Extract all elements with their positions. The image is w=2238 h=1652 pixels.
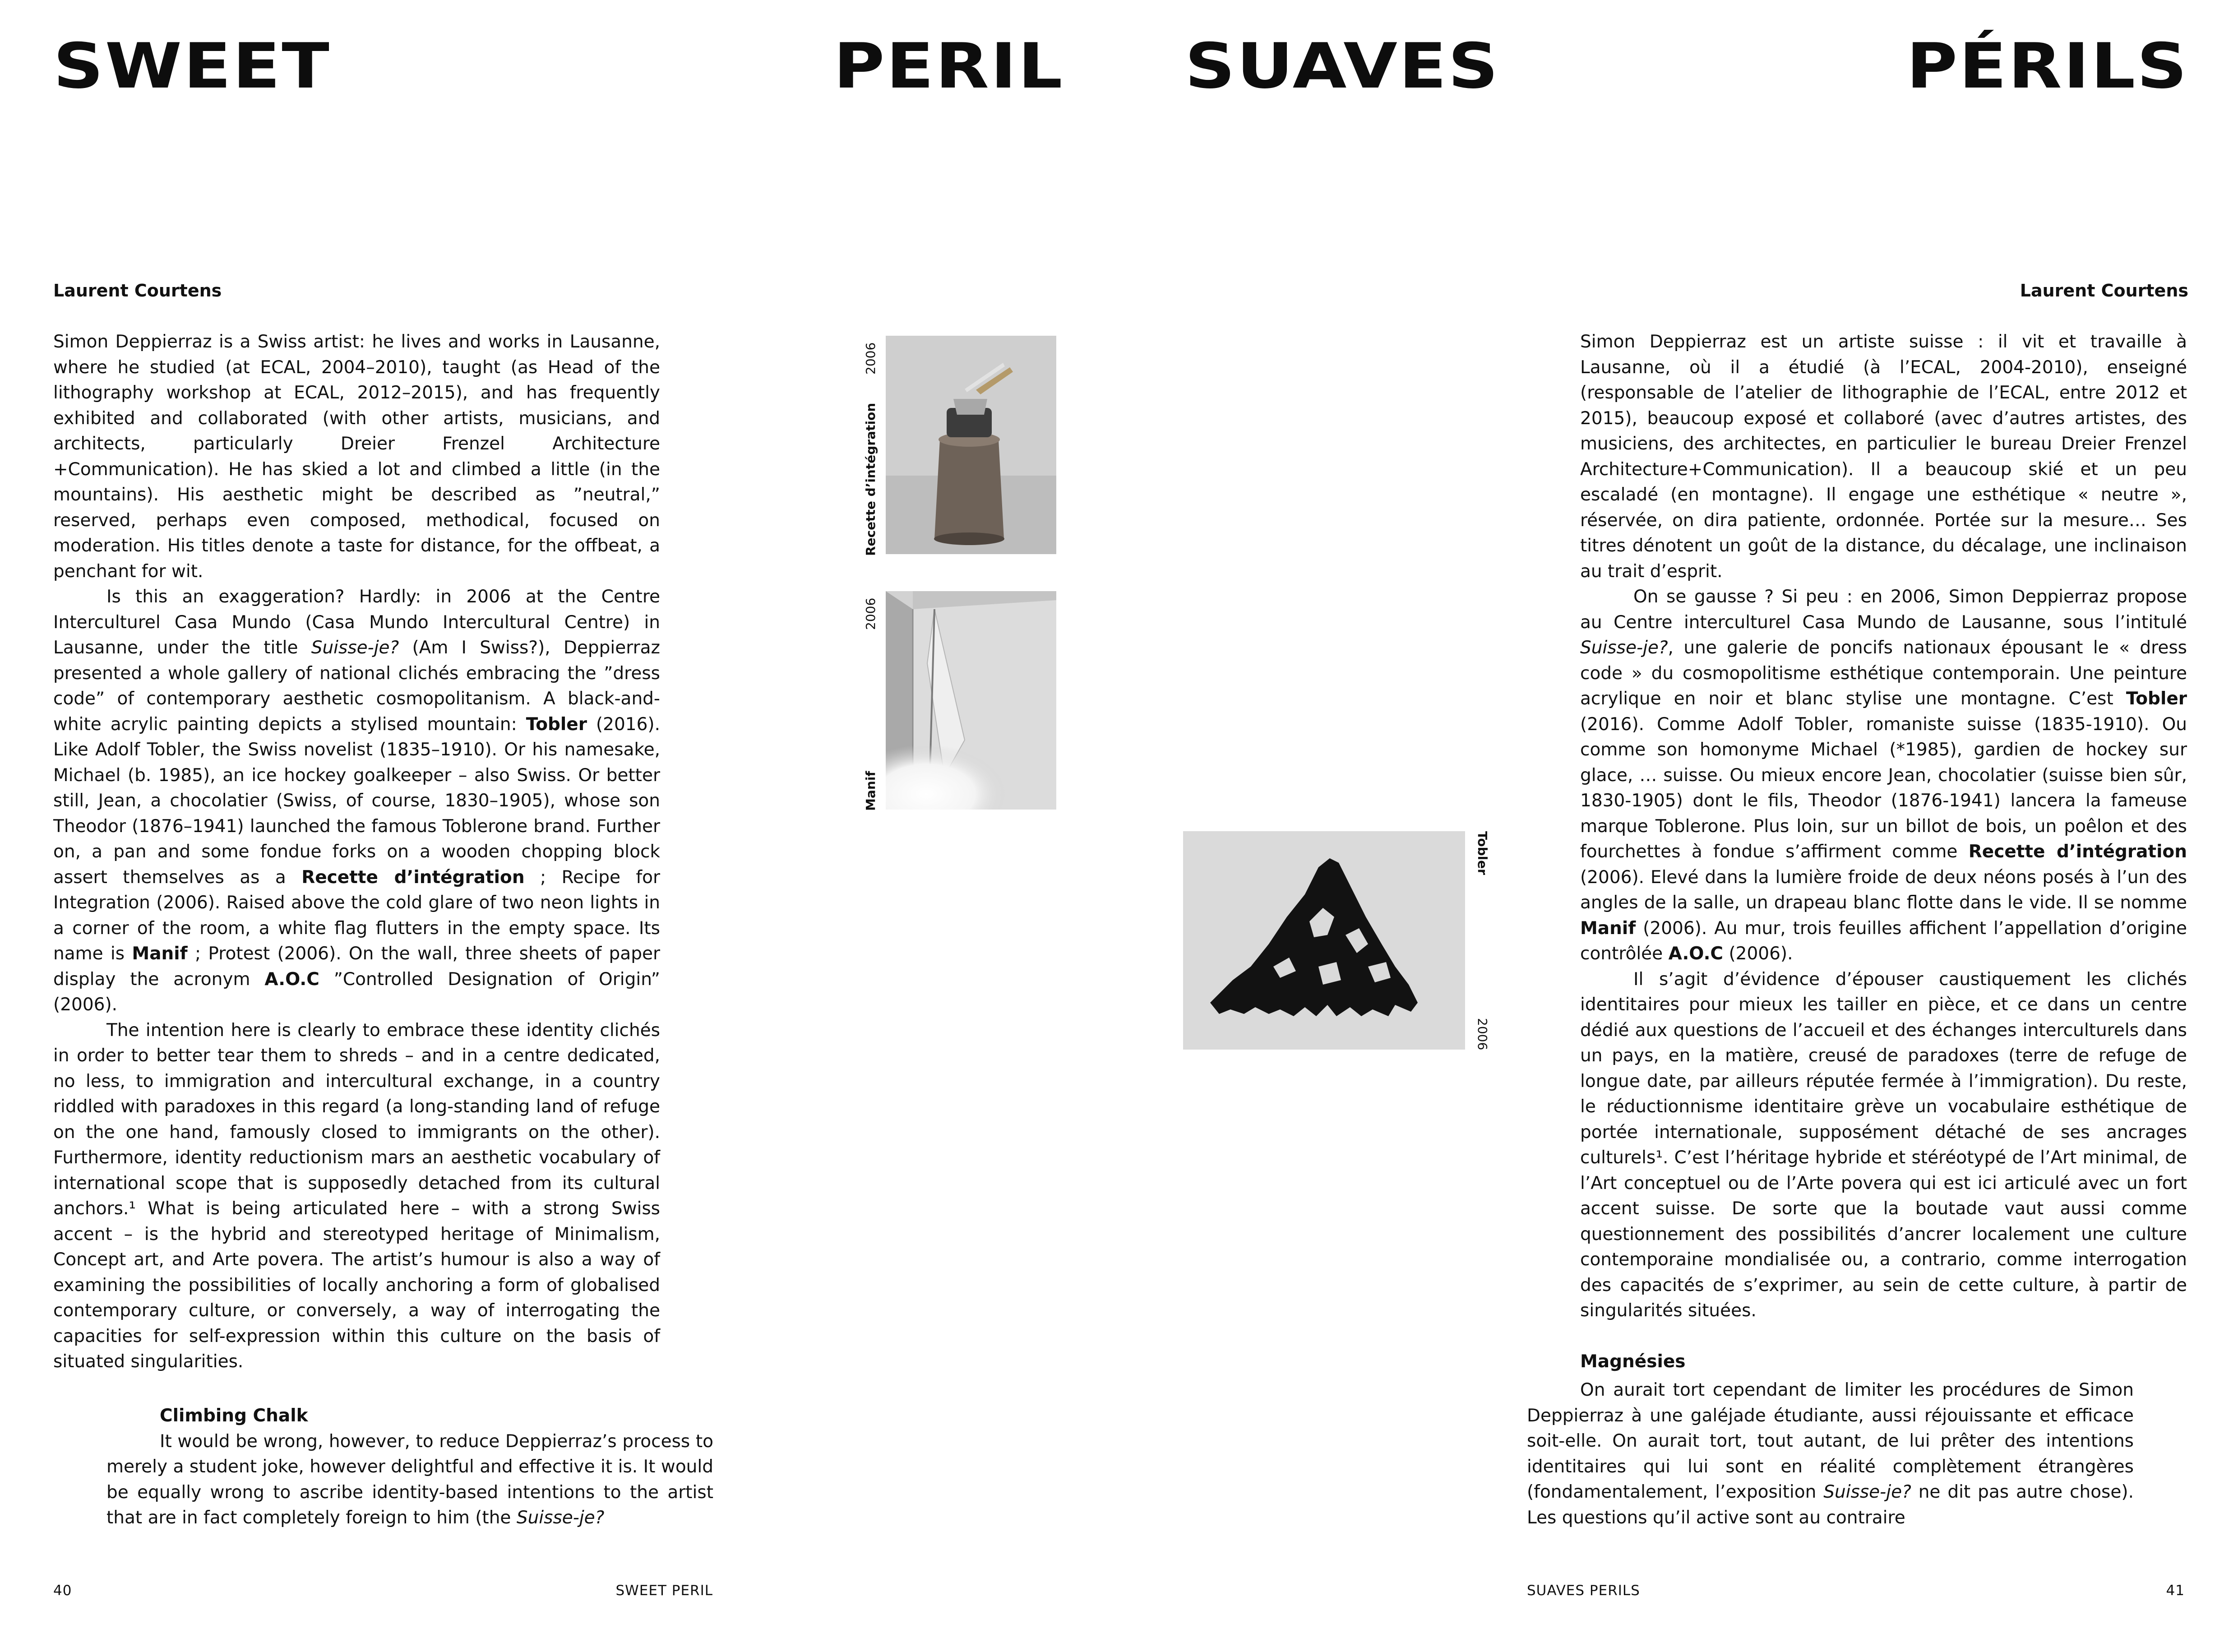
french-paragraph-3: Il s’agit d’évidence d’épouser caustiquement les clichés identitaires pour mieux les tailler en pièce, et ce dans un centre dédié aux questions de l’accueil et des échanges interculturels dans un pays, en la matière, creusé de paradoxes (terre de refuge de longue date, par ailleurs réputée fermée à l’immigration). Du reste, le réductionnisme identitaire grève un vocabulaire esthétique de portée internationale, supposément détaché de ses ancrages culturels¹. C’est l’héritage hybride et stéréotypé de l’Art minimal, de l’Art conceptuel ou de l’Arte povera qui est ici articulé avec un fort accent suisse. De sorte que la boutade vaut aussi comme questionnement des possibilités d’ancrer localement une culture contemporaine mondialisée ou, a contrario, comme interrogation des capacités de s’exprimer, au sein de cette culture, à partir de singularités situées. [1580,969,2187,1321]
english-continuation-column [106,1403,713,1531]
english-text-column [53,329,660,1375]
english-subheading: Climbing Chalk [160,1406,308,1426]
folio-running-head-left: SWEET PERIL [615,1583,713,1599]
french-paragraph-4: On aurait tort cependant de limiter les procédures de Simon Deppierraz à une galéjade étudiante, aussi réjouissante et efficace soit-elle. On aurait tort, tout autant, de lui prêter des intentions identitaires qui lui sont en réalité complètement étrangères (fondamentalement, l’exposition Suisse-je? ne dit pas autre chose). Les questions qu’il active sont au contraire [1527,1380,2134,1528]
english-paragraph-1: Simon Deppierraz is a Swiss artist: he lives and works in Lausanne, where he studied (at ECAL, 2004–2010), taught (as Head of the lithography workshop at ECAL, 2012–2015), and has frequently exhibited and collaborated (with other artists, musicians, and architects, particularly Dreier Frenzel Architecture +Communication). He has skied a lot and climbed a little (in the mountains). His aesthetic might be described as ”neutral,” reserved, perhaps even composed, methodical, focused on moderation. His titles denote a taste for distance, for the offbeat, a penchant for wit. [53,332,660,582]
french-continuation-column [1527,1378,2134,1531]
author-left: Laurent Courtens [53,281,222,301]
caption-tobler-year: 2006 [1475,1018,1490,1050]
title-peril: PERIL [833,30,1064,102]
french-text-column [1580,329,2187,1374]
photo-recette-integration [886,336,1056,554]
french-paragraph-1: Simon Deppierraz est un artiste suisse : il vit et travaille à Lausanne, où il a étudié (à l’ECAL, 2004-2010), enseigné (responsable de l’atelier de lithographie de l’ECAL, entre 2012 et 2015), beaucoup exposé et collaboré (avec d’autres artistes, des musiciens, des architectes, en particulier le bureau Dreier Frenzel Architecture+Communication). Il a beaucoup skié et un peu escaladé (en montagne). Il engage une esthétique « neutre », réservée, on dira patiente, ordonnée. Portée sur la mesure… Ses titres dénotent un goût de la distance, du décalage, une inclinaison au trait d’esprit. [1580,332,2187,582]
english-paragraph-3: The intention here is clearly to embrace these identity clichés in order to better tear them to shreds – and in a centre dedicated, no less, to immigration and intercultural exchange, in a country riddled with paradoxes in this regard (a long-standing land of refuge on the one hand, famously closed to immigrants on the other). Furthermore, identity reductionism mars an aesthetic vocabulary of international scope that is supposedly detached from its cultural anchors.¹ What is being articulated here – with a strong Swiss accent – is the hybrid and stereotyped heritage of Minimalism, Concept art, and Arte povera. The artist’s humour is also a way of examining the possibilities of locally anchoring a form of globalised contemporary culture, or conversely, a way of interrogating the capacities for self-expression within this culture on the basis of situated singularities. [53,1020,660,1372]
title-suaves: SUAVES [1185,30,1500,102]
french-subheading: Magnésies [1580,1351,1686,1372]
author-right: Laurent Courtens [2020,281,2188,301]
photo-tobler-painting [1183,831,1465,1050]
title-sweet: SWEET [53,30,331,102]
title-perils: PÉRILS [1906,30,2188,102]
caption-manif-year: 2006 [863,597,878,630]
caption-manif: Manif [863,771,878,811]
folio-running-head-right: SUAVES PERILS [1527,1583,1640,1599]
folio-page-41: 41 [2166,1583,2185,1599]
caption-recette-integration: Recette d’intégration [863,403,878,556]
english-paragraph-4: It would be wrong, however, to reduce Deppierraz’s process to merely a student joke, however delightful and effective it is. It would be equally wrong to ascribe identity-based intentions to the artist that are in fact completely foreign to him (the Suisse-je? [106,1431,713,1528]
french-paragraph-2: On se gausse ? Si peu : en 2006, Simon Deppierraz propose au Centre interculturel Casa Mundo de Lausanne, sous l’intitulé Suisse-je?, une galerie de poncifs nationaux épousant le « dress code » du cosmopolitisme esthétique contemporain. Une peinture acrylique en noir et blanc stylise une montagne. C’est Tobler (2016). Comme Adolf Tobler, romaniste suisse (1835-1910). Ou comme son homonyme Michael (*1985), gardien de hockey sur glace, … suisse. Ou mieux encore Jean, chocolatier (suisse bien sûr, 1830-1905) dont le fils, Theodor (1876-1941) lancera la fameuse marque Toblerone. Plus loin, sur un billot de bois, un poêlon et des fourchettes à fondue s’affirment comme Recette d’intégration (2006). Elevé dans la lumière froide de deux néons posés à l’un des angles de la salle, un drapeau blanc flotte dans le vide. Il se nomme Manif (2006). Au mur, trois feuilles affichent l’appellation d’origine contrôlée A.O.C (2006). [1580,587,2187,964]
photo-manif [886,591,1056,810]
folio-page-40: 40 [53,1583,72,1599]
caption-tobler: Tobler [1475,831,1490,875]
caption-recette-year: 2006 [863,342,878,375]
english-paragraph-2: Is this an exaggeration? Hardly: in 2006 at the Centre Interculturel Casa Mundo (Casa Mundo Intercultural Centre) in Lausanne, under the title Suisse-je? (Am I Swiss?), Deppierraz presented a whole gallery of national clichés embracing the ”dress code” of contemporary aesthetic cosmopolitanism. A black-and-white acrylic painting depicts a stylised mountain: Tobler (2016). Like Adolf Tobler, the Swiss novelist (1835–1910). Or his namesake, Michael (b. 1985), an ice hockey goalkeeper – also Swiss. Or better still, Jean, a chocolatier (Swiss, of course, 1830–1905), whose son Theodor (1876–1941) launched the famous Toblerone brand. Further on, a pan and some fondue forks on a wooden chopping block assert themselves as a Recette d’intégration ; Recipe for Integration (2006). Raised above the cold glare of two neon lights in a corner of the room, a white flag flutters in the empty space. Its name is Manif ; Protest (2006). On the wall, three sheets of paper display the acronym A.O.C ”Controlled Designation of Origin” (2006). [53,587,660,1015]
